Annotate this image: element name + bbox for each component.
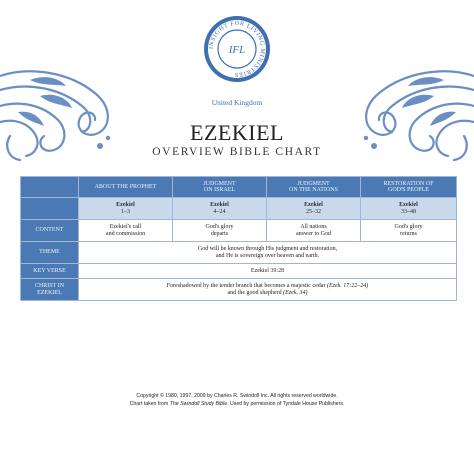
copyright-line-1: Copyright © 1980, 1997, 2009 by Charles R. Swindoll Inc. All rights reserved worldwide. xyxy=(136,393,338,399)
svg-text:IFL: IFL xyxy=(228,44,246,56)
christ-ref-1: (Ezek. 17:22–24) xyxy=(326,282,369,289)
content-row xyxy=(21,220,457,242)
row-label-christ: CHRIST IN EZEKIEL xyxy=(21,279,79,301)
section-chapters: 4–24 xyxy=(213,208,226,215)
page-subtitle: OVERVIEW BIBLE CHART xyxy=(152,146,322,158)
christ-text-2: and the good shepherd xyxy=(227,289,284,296)
theme-cell: God will be known through His judgment and restoration, and He is sovereign over heaven and earth. xyxy=(79,242,457,264)
section-row xyxy=(21,198,457,220)
theme-row xyxy=(21,242,457,264)
row-label-theme: THEME xyxy=(21,242,79,264)
section-book: Ezekiel xyxy=(304,201,323,208)
section-cell xyxy=(79,198,173,220)
page-title: EZEKIEL xyxy=(190,120,284,145)
section-chapters: 25–32 xyxy=(306,208,321,215)
copyright-book-title: The Swindoll Study Bible xyxy=(169,400,228,407)
header-corner-cell xyxy=(21,177,79,198)
section-corner-cell xyxy=(21,198,79,220)
row-label-key-verse: KEY VERSE xyxy=(21,264,79,279)
christ-ref-2: (Ezek. 34) xyxy=(283,289,308,296)
content-cell: Ezekiel's call and commission xyxy=(79,220,173,242)
section-book: Ezekiel xyxy=(116,201,135,208)
copyright-line-2-post: . Used by permission of Tyndale House Publishers. xyxy=(227,400,345,407)
header-row xyxy=(21,177,457,198)
row-label-content: CONTENT xyxy=(21,220,79,242)
section-cell xyxy=(173,198,267,220)
column-header-about-prophet: ABOUT THE PROPHET xyxy=(79,177,173,198)
content-cell: All nations answer to God xyxy=(267,220,361,242)
svg-text:INSIGHT FOR LIVING MINISTRIES: INSIGHT FOR LIVING MINISTRIES xyxy=(207,19,267,79)
section-cell xyxy=(267,198,361,220)
column-header-judgment-nations: JUDGMENT ON THE NATIONS xyxy=(267,177,361,198)
content-cell: God's glory returns xyxy=(361,220,457,242)
section-cell xyxy=(361,198,457,220)
christ-cell xyxy=(79,279,457,301)
column-header-restoration: RESTORATION OF GOD'S PEOPLE xyxy=(361,177,457,198)
section-book: Ezekiel xyxy=(210,201,229,208)
copyright-line-2-pre: Chart taken from xyxy=(129,400,170,407)
christ-text-1: Foreshadowed by the tender branch that becomes a majestic cedar xyxy=(166,282,327,289)
section-book: Ezekiel xyxy=(399,201,418,208)
ministry-seal-logo xyxy=(202,14,272,84)
section-chapters: 1–3 xyxy=(121,208,130,215)
key-verse-row xyxy=(21,264,457,279)
copyright-notice xyxy=(0,393,474,408)
section-chapters: 33–48 xyxy=(401,208,416,215)
content-cell: God's glory departs xyxy=(173,220,267,242)
christ-row xyxy=(21,279,457,301)
overview-table xyxy=(20,176,457,301)
column-header-judgment-israel: JUDGMENT ON ISRAEL xyxy=(173,177,267,198)
logo-region-label: United Kingdom xyxy=(211,98,263,107)
key-verse-cell: Ezekiel 39:28 xyxy=(79,264,457,279)
